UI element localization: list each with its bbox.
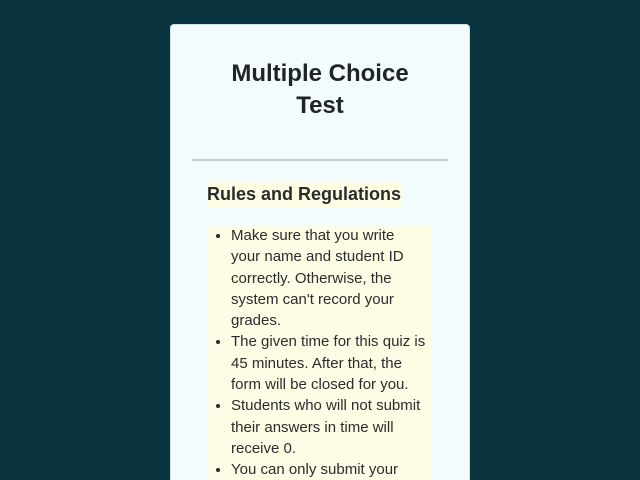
rule-item: • Students who will not submit their answers in time will receive 0. — [231, 395, 427, 459]
rule-item: • You can only submit your — [231, 459, 427, 480]
page-title: Multiple Choice Test — [231, 60, 409, 119]
rules-heading: Rules and Regulations — [207, 181, 401, 207]
rules-list — [207, 225, 431, 480]
rule-item: • Make sure that you write your name and student ID correctly. Otherwise, the system can't record your grades. — [231, 225, 427, 331]
test-card — [170, 24, 470, 480]
rule-item: • The given time for this quiz is 45 minutes. After that, the form will be closed for you. — [231, 331, 427, 395]
title-divider — [192, 159, 448, 161]
